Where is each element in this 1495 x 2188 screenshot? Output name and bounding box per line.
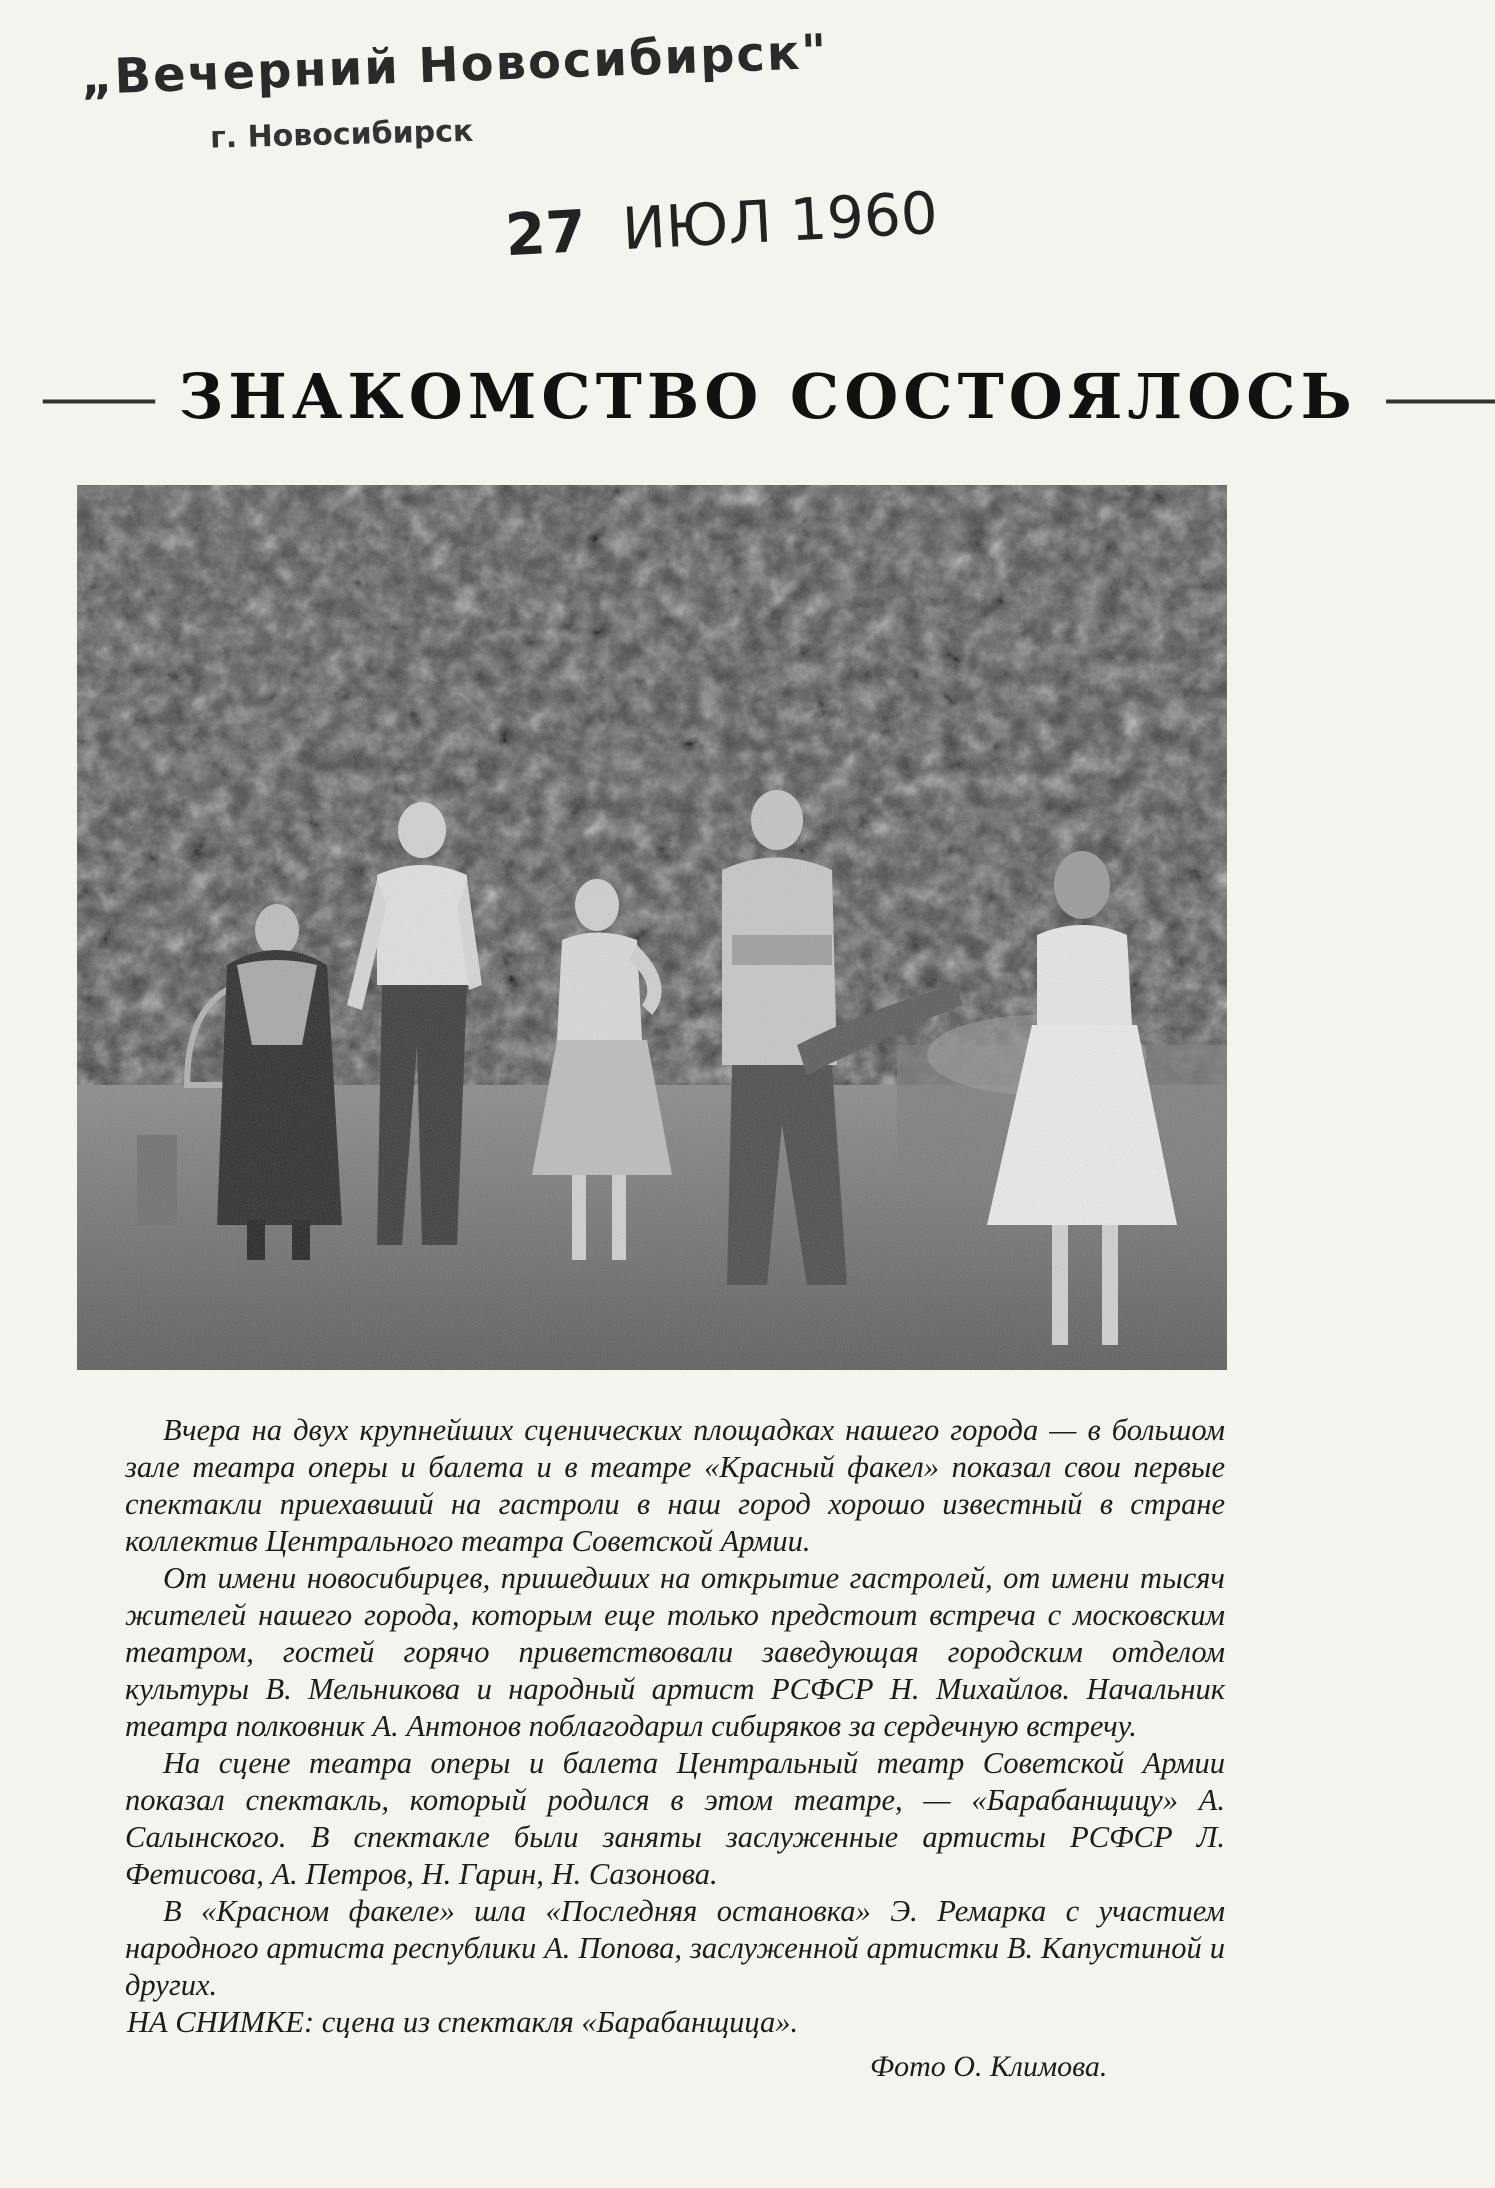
newspaper-city: г. Новосибирск	[209, 113, 474, 156]
article-paragraph: В «Красном факеле» шла «Последняя остановка» Э. Ремарка с участием народного артиста республики А. Попова, заслуженной артистки В. Капустиной и других.	[125, 1894, 1225, 2002]
headline-title: ЗНАКОМСТВО СОСТОЯЛОСЬ	[178, 360, 1357, 433]
stage-photo	[77, 485, 1227, 1370]
stage-photo-illustration	[77, 485, 1227, 1370]
article-paragraph: От имени новосибирцев, пришедших на открытие гастролей, от имени тысяч жителей нашего города, которым еще только предстоит встреча с московским театром, гостей горячо приветствовали заведующая городским отделом культуры В. Мельникова и народный артист РСФСР Н. Михайлов. Начальник театра полковник А. Антонов поблагодарил сибиряков за сердечную встречу.	[125, 1561, 1225, 1743]
date-day: 27	[503, 197, 588, 270]
date-month-year: ИЮЛ 1960	[620, 178, 940, 264]
photo-credit: Фото О. Климова.	[870, 2050, 1108, 2083]
date-stamp	[504, 179, 940, 270]
headline-left-rule: ——	[40, 360, 152, 433]
headline	[40, 360, 1495, 433]
article-paragraph: Вчера на двух крупнейших сценических площадках нашего города — в большом зале театра оперы и балета и в театре «Красный факел» показал свои первые спектакли приехавший на гастроли в наш город хорошо известный в стране коллектив Центрального театра Советской Армии.	[125, 1413, 1225, 1558]
article-paragraph: На сцене театра оперы и балета Центральный театр Советской Армии показал спектакль, который родился в этом театре, — «Барабанщицу» А. Салынского. В спектакле были заняты заслуженные артисты РСФСР Л. Фетисова, А. Петров, Н. Гарин, Н. Сазонова.	[125, 1746, 1225, 1891]
photo-caption: НА СНИМКЕ: сцена из спектакля «Барабанщица».	[127, 2005, 799, 2039]
headline-right-rule: ——	[1383, 360, 1495, 433]
newspaper-stamp	[80, 23, 830, 156]
article-body	[125, 1412, 1225, 2041]
newspaper-name: „Вечерний Новосибирск"	[80, 23, 830, 106]
